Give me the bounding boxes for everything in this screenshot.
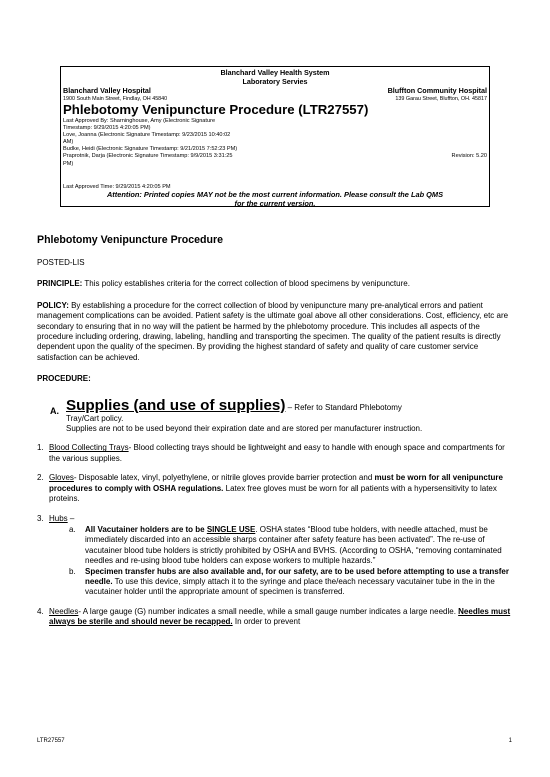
item-text-tail: In order to prevent bbox=[232, 617, 301, 627]
document-header-box bbox=[60, 66, 490, 207]
list-item bbox=[37, 473, 512, 504]
section-title: Phlebotomy Venipuncture Procedure bbox=[37, 234, 224, 246]
sub-item-text: . OSHA states “Blood tube holders, with needle attached, must be immediately discarded into an accessible sharps container after safety feature has been activated”. The re-use of vacutainer blood tube holders is strictly prohibited by OSHA and BVHS. (According to OSHA, “removing contaminated needles and re-using blood tube holders can expose workers to multiple hazards.” bbox=[85, 524, 502, 566]
item-number: 2. bbox=[37, 473, 44, 483]
approval-line: Budke, Heidi (Electronic Signature Timestamp: 9/21/2015 7:52:23 PM) bbox=[63, 146, 238, 153]
supplies-reference: – Refer to Standard Phlebotomy bbox=[285, 402, 402, 412]
last-approved-time: Last Approved Time: 9/29/2015 4:20:05 PM bbox=[63, 184, 171, 190]
hospital-left-name: Blanchard Valley Hospital bbox=[63, 86, 151, 95]
list-item bbox=[37, 514, 512, 598]
principle-label: PRINCIPLE: bbox=[37, 279, 83, 289]
sub-list-item bbox=[69, 567, 512, 598]
list-item bbox=[37, 443, 512, 464]
policy-label: POLICY: bbox=[37, 300, 69, 310]
supplies-letter: A. bbox=[50, 405, 59, 416]
document-body bbox=[37, 226, 512, 637]
revision-number: Revision: 5.20 bbox=[451, 153, 487, 159]
approval-line: AM) bbox=[63, 139, 74, 146]
item-text: - Disposable latex, vinyl, polyethylene, or nitrile gloves provide barrier protection and bbox=[73, 473, 375, 483]
item-text: – bbox=[67, 513, 75, 523]
approval-line: PM) bbox=[63, 160, 74, 167]
item-label: Gloves bbox=[49, 473, 74, 483]
sub-list-item bbox=[69, 525, 512, 567]
sub-item-letter: b. bbox=[69, 566, 76, 576]
footer-page-number: 1 bbox=[508, 738, 512, 744]
attention-line-1: Attention: Printed copies MAY not be the most current information. Please consult the Lab QMS bbox=[106, 190, 444, 199]
hospital-right-name: Bluffton Community Hospital bbox=[387, 86, 487, 95]
sub-item-letter: a. bbox=[69, 524, 76, 534]
item-label: Hubs bbox=[49, 513, 68, 523]
item-number: 4. bbox=[37, 606, 44, 616]
department-name: Laboratory Servies bbox=[242, 77, 308, 86]
attention-line-2: for the current version. bbox=[234, 199, 316, 208]
attention-notice bbox=[61, 190, 489, 208]
supplies-list bbox=[37, 443, 512, 627]
hospital-right-address: 139 Garau Street, Bluffton, OH. 45817 bbox=[395, 96, 487, 102]
item-emphasis-underlined: Needles must always be sterile and should never be recapped. bbox=[49, 606, 511, 627]
supplies-reference-cont: Tray/Cart policy. bbox=[66, 413, 124, 423]
policy-paragraph bbox=[37, 301, 512, 363]
approval-list bbox=[63, 118, 278, 168]
sub-list bbox=[49, 525, 512, 598]
procedure-title: Phlebotomy Venipuncture Procedure (LTR27557) bbox=[63, 102, 369, 117]
health-system-name: Blanchard Valley Health System bbox=[220, 68, 330, 77]
sub-item-emphasis: All Vacutainer holders are to be bbox=[85, 524, 207, 534]
footer-doc-id: LTR27557 bbox=[37, 738, 65, 744]
list-item bbox=[37, 607, 512, 628]
approval-line: Last Approved By: Sharninghouse, Amy (Electronic Signature bbox=[63, 118, 216, 124]
supplies-heading: Supplies (and use of supplies) bbox=[66, 396, 286, 414]
approval-line: Praprotnik, Darja (Electronic Signature Timestamp: 9/9/2015 3:31:25 bbox=[63, 153, 233, 160]
supplies-note: Supplies are not to be used beyond their expiration date and are stored per manufacturer instruction. bbox=[66, 424, 423, 434]
item-text: - A large gauge (G) number indicates a small needle, while a small gauge number indicates a large needle. bbox=[78, 606, 459, 616]
item-text-tail: Latex free gloves must be worn for all patients with a hypersensitivity to latex proteins. bbox=[49, 483, 497, 504]
sub-item-emphasis-underlined: SINGLE USE bbox=[206, 524, 256, 534]
item-label: Needles bbox=[49, 606, 79, 616]
principle-paragraph bbox=[37, 279, 512, 289]
approval-line: Love, Joanna (Electronic Signature Timestamp: 9/23/2015 10:40:02 bbox=[63, 132, 231, 139]
posted-label: POSTED-LIS bbox=[37, 258, 85, 267]
item-number: 3. bbox=[37, 513, 44, 523]
supplies-section bbox=[37, 397, 512, 435]
principle-text: This policy establishes criteria for the correct collection of blood specimens by venipuncture. bbox=[82, 279, 410, 289]
item-text: - Blood collecting trays should be lightweight and easy to handle with enough space and compartments for the various supplies. bbox=[49, 443, 505, 463]
sub-item-text: To use this device, simply attach it to the syringe and place the/each necessary vacutainer tube in the in the vacutainer holder until the appropriate amount of specimen is transferred. bbox=[85, 576, 495, 597]
procedure-label: PROCEDURE: bbox=[37, 374, 91, 384]
item-number: 1. bbox=[37, 443, 44, 453]
sub-item-emphasis: Specimen transfer hubs are also available and, for our safety, are to be used before attempting to use a transfer needle. bbox=[85, 566, 509, 586]
item-emphasis: must be worn for all venipuncture procedures to comply with OSHA regulations. bbox=[49, 473, 503, 493]
approval-line: Timestamp: 9/29/2015 4:20:05 PM) bbox=[63, 125, 151, 132]
hospital-left-address: 1900 South Main Street, Findlay, OH 45840 bbox=[63, 96, 168, 102]
item-label: Blood Collecting Trays bbox=[49, 443, 129, 453]
policy-text: By establishing a procedure for the correct collection of blood by venipuncture many pre-analytical errors and patient management complications can be avoided. Patient safety is the ultimate goal above all other considerations. Cost, efficiency, etc are secondary to ensuring that in no way will the patient be harmed by the phlebotomy procedure. This includes all aspects of the procedure including ordering, drawing, labeling, handling and transporting the specimen. The quality of the patient results is directly dependent upon the quality of the specimen. By providing the highest standard of safety and quality of care customer service satisfaction can be achieved. bbox=[37, 300, 509, 362]
